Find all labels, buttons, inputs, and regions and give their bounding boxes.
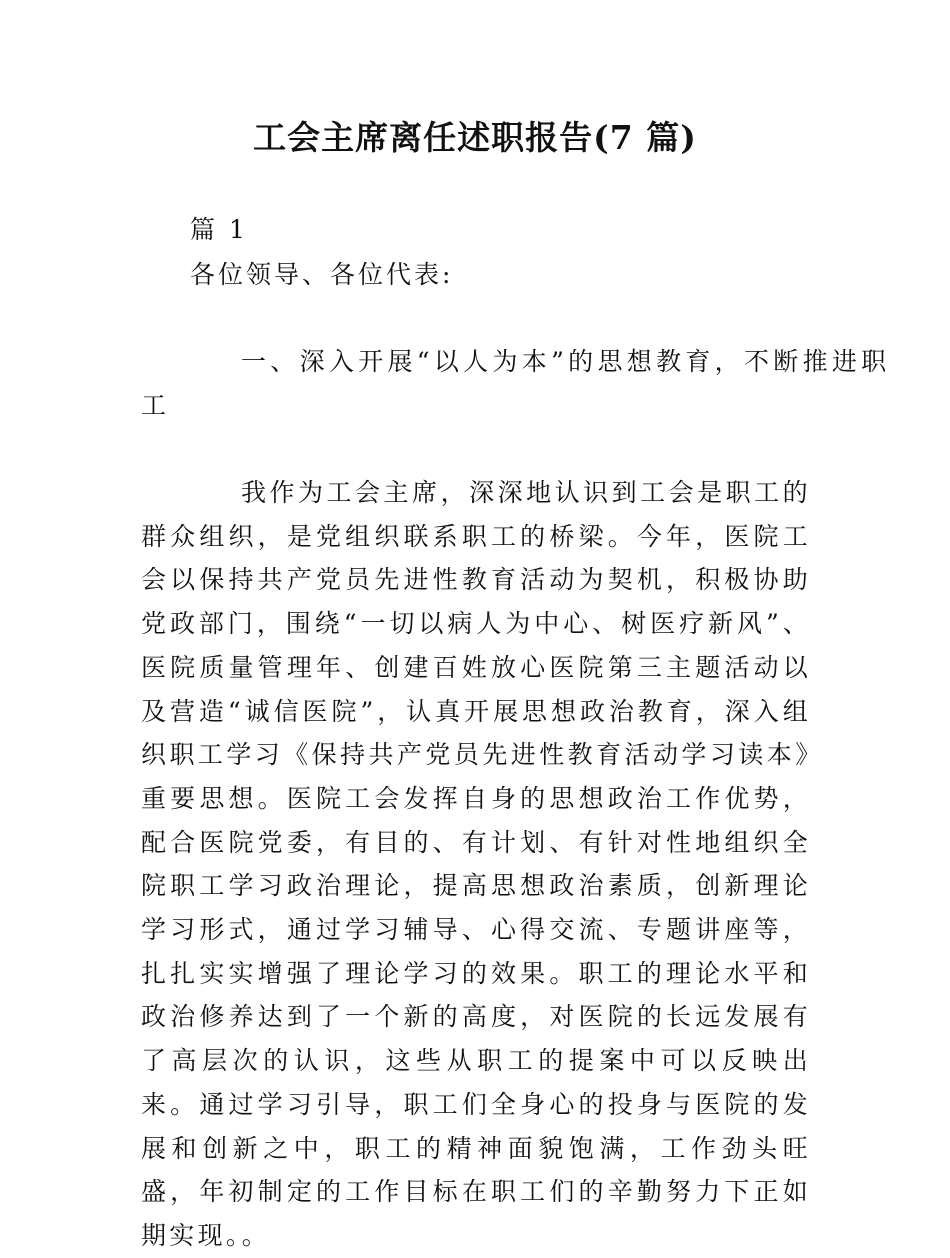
- body-paragraph: 我作为工会主席，深深地认识到工会是职工的群众组织，是党组织联系职工的桥梁。今年，医院工会以保持共产党员先进性教育活动为契机，积极协助党政部门，围绕“一切以病人为中心、树医疗新风”、医院质量管理年、创建百姓放心医院第三主题活动以及营造“诚信医院”，认真开展思想政治教育，深入组织职工学习《保持共产党员先进性教育活动学习读本》重要思想。医院工会发挥自身的思想政治工作优势，配合医院党委，有目的、有计划、有针对性地组织全院职工学习政治理论，提高思想政治素质，创新理论学习形式，通过学习辅导、心得交流、专题讲座等，扎扎实实增强了理论学习的效果。职工的理论水平和政治修养达到了一个新的高度，对医院的长远发展有了高层次的认识，这些从职工的提案中可以反映出来。通过学习引导，职工们全身心的投身与医院的发展和创新之中，职工的精神面貌饱满，工作劲头旺盛，年初制定的工作目标在职工们的辛勤努力下正如期实现。。: [141, 478, 811, 1250]
- section-label: 篇 1: [190, 215, 248, 244]
- greeting-line: 各位领导、各位代表:: [190, 260, 454, 289]
- document-title: 工会主席离任述职报告(7 篇): [253, 118, 697, 157]
- section-heading-line-2: 工: [141, 391, 170, 420]
- section-heading-line-1: 一、深入开展“以人为本”的思想教育，不断推进职: [241, 347, 891, 376]
